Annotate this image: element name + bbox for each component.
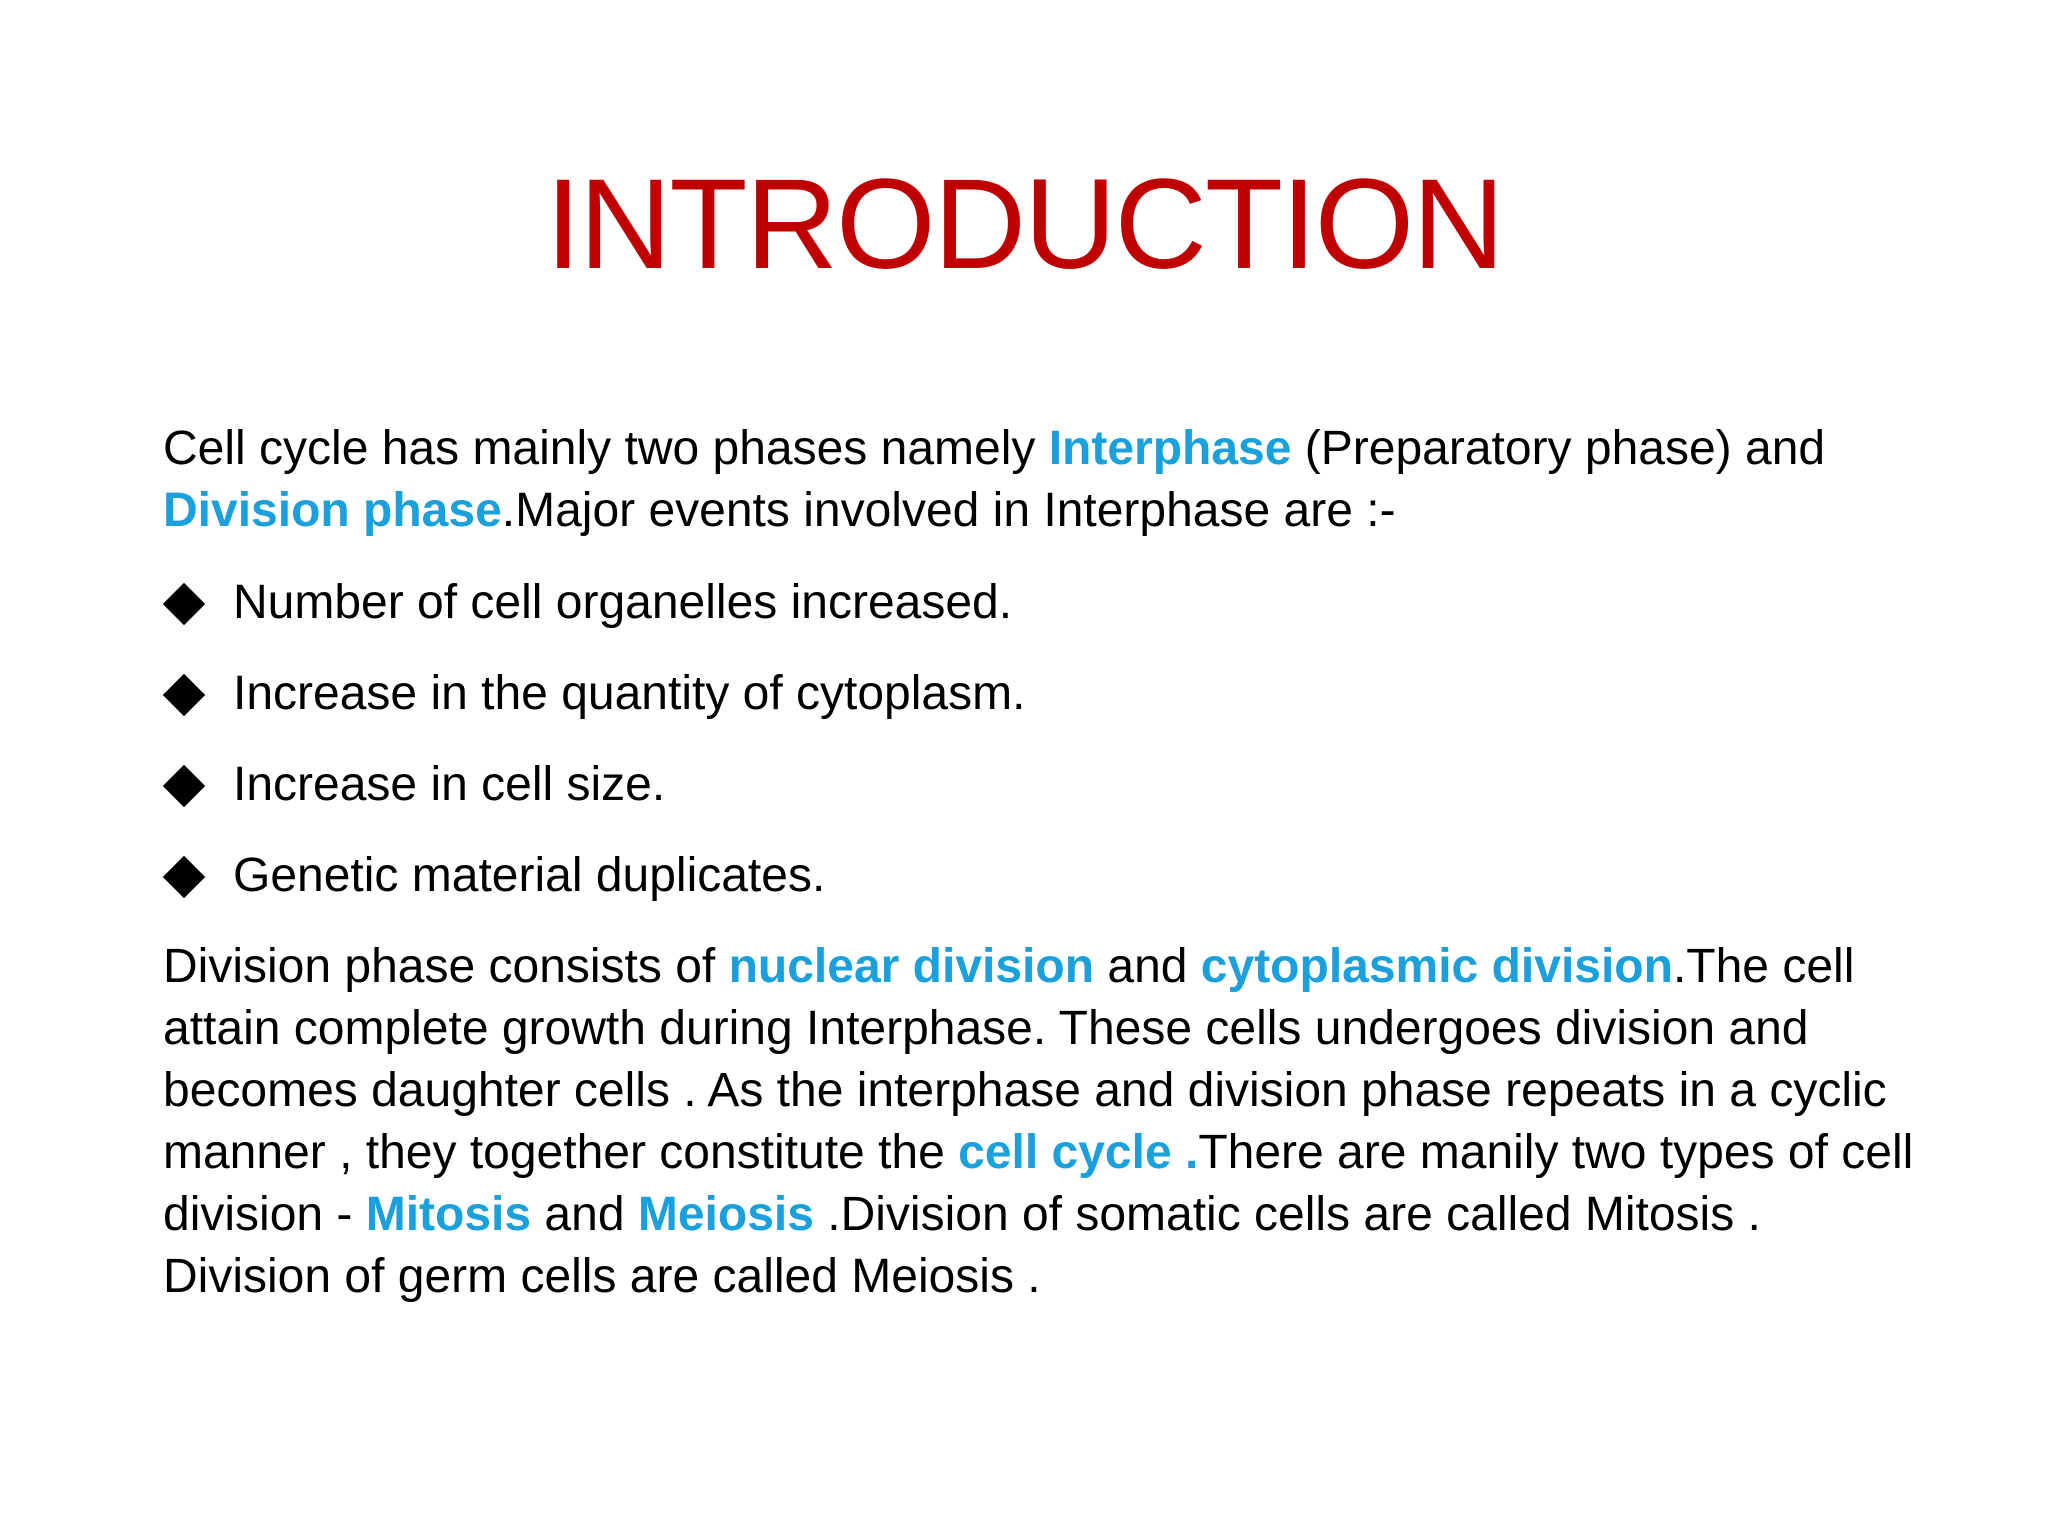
diamond-bullet-icon xyxy=(163,674,205,716)
division-text-6: .Division of somatic cells are called Mitosis . Division of germ cells are called Meiosis . xyxy=(163,1188,1761,1303)
highlight-nuclear-division: nuclear division xyxy=(728,940,1095,993)
division-text-3: .The cell attain complete growth during Interphase. These cells undergoes division and becomes daughter cells . As the interphase and division phase repeats in a cyclic manner , they together constitute the xyxy=(163,940,1887,1179)
slide-title: INTRODUCTION xyxy=(545,153,1503,296)
list-item-text: Increase in the quantity of cytoplasm. xyxy=(233,667,1026,720)
list-item xyxy=(163,572,1923,634)
list-item xyxy=(163,845,1923,907)
diamond-bullet-icon xyxy=(163,765,205,807)
division-text-5: and xyxy=(531,1188,638,1241)
division-paragraph xyxy=(163,936,1923,1308)
interphase-events-list xyxy=(163,572,1923,907)
list-item-text: Increase in cell size. xyxy=(233,758,666,811)
highlight-cytoplasmic-division: cytoplasmic division xyxy=(1200,940,1673,993)
intro-text-2: (Preparatory phase) and xyxy=(1291,422,1826,475)
division-text-4: There are manily two types of cell division - xyxy=(163,1126,1914,1241)
division-text-2: and xyxy=(1094,940,1201,993)
list-item xyxy=(163,663,1923,725)
list-item xyxy=(163,754,1923,816)
highlight-interphase: Interphase xyxy=(1048,422,1292,475)
diamond-bullet-icon xyxy=(163,583,205,625)
highlight-mitosis: Mitosis xyxy=(365,1188,532,1241)
list-item-text: Genetic material duplicates. xyxy=(233,849,826,902)
highlight-meiosis: Meiosis xyxy=(637,1188,814,1241)
highlight-cell-cycle: cell cycle . xyxy=(958,1126,1199,1179)
slide-body xyxy=(163,418,1923,1308)
division-text-1: Division phase consists of xyxy=(163,940,729,993)
diamond-bullet-icon xyxy=(163,856,205,898)
list-item-text: Number of cell organelles increased. xyxy=(233,576,1013,629)
intro-text-1: Cell cycle has mainly two phases namely xyxy=(163,422,1049,475)
intro-text-3: .Major events involved in Interphase are :- xyxy=(501,484,1396,537)
intro-paragraph xyxy=(163,418,1923,542)
highlight-division-phase: Division phase xyxy=(163,484,502,537)
